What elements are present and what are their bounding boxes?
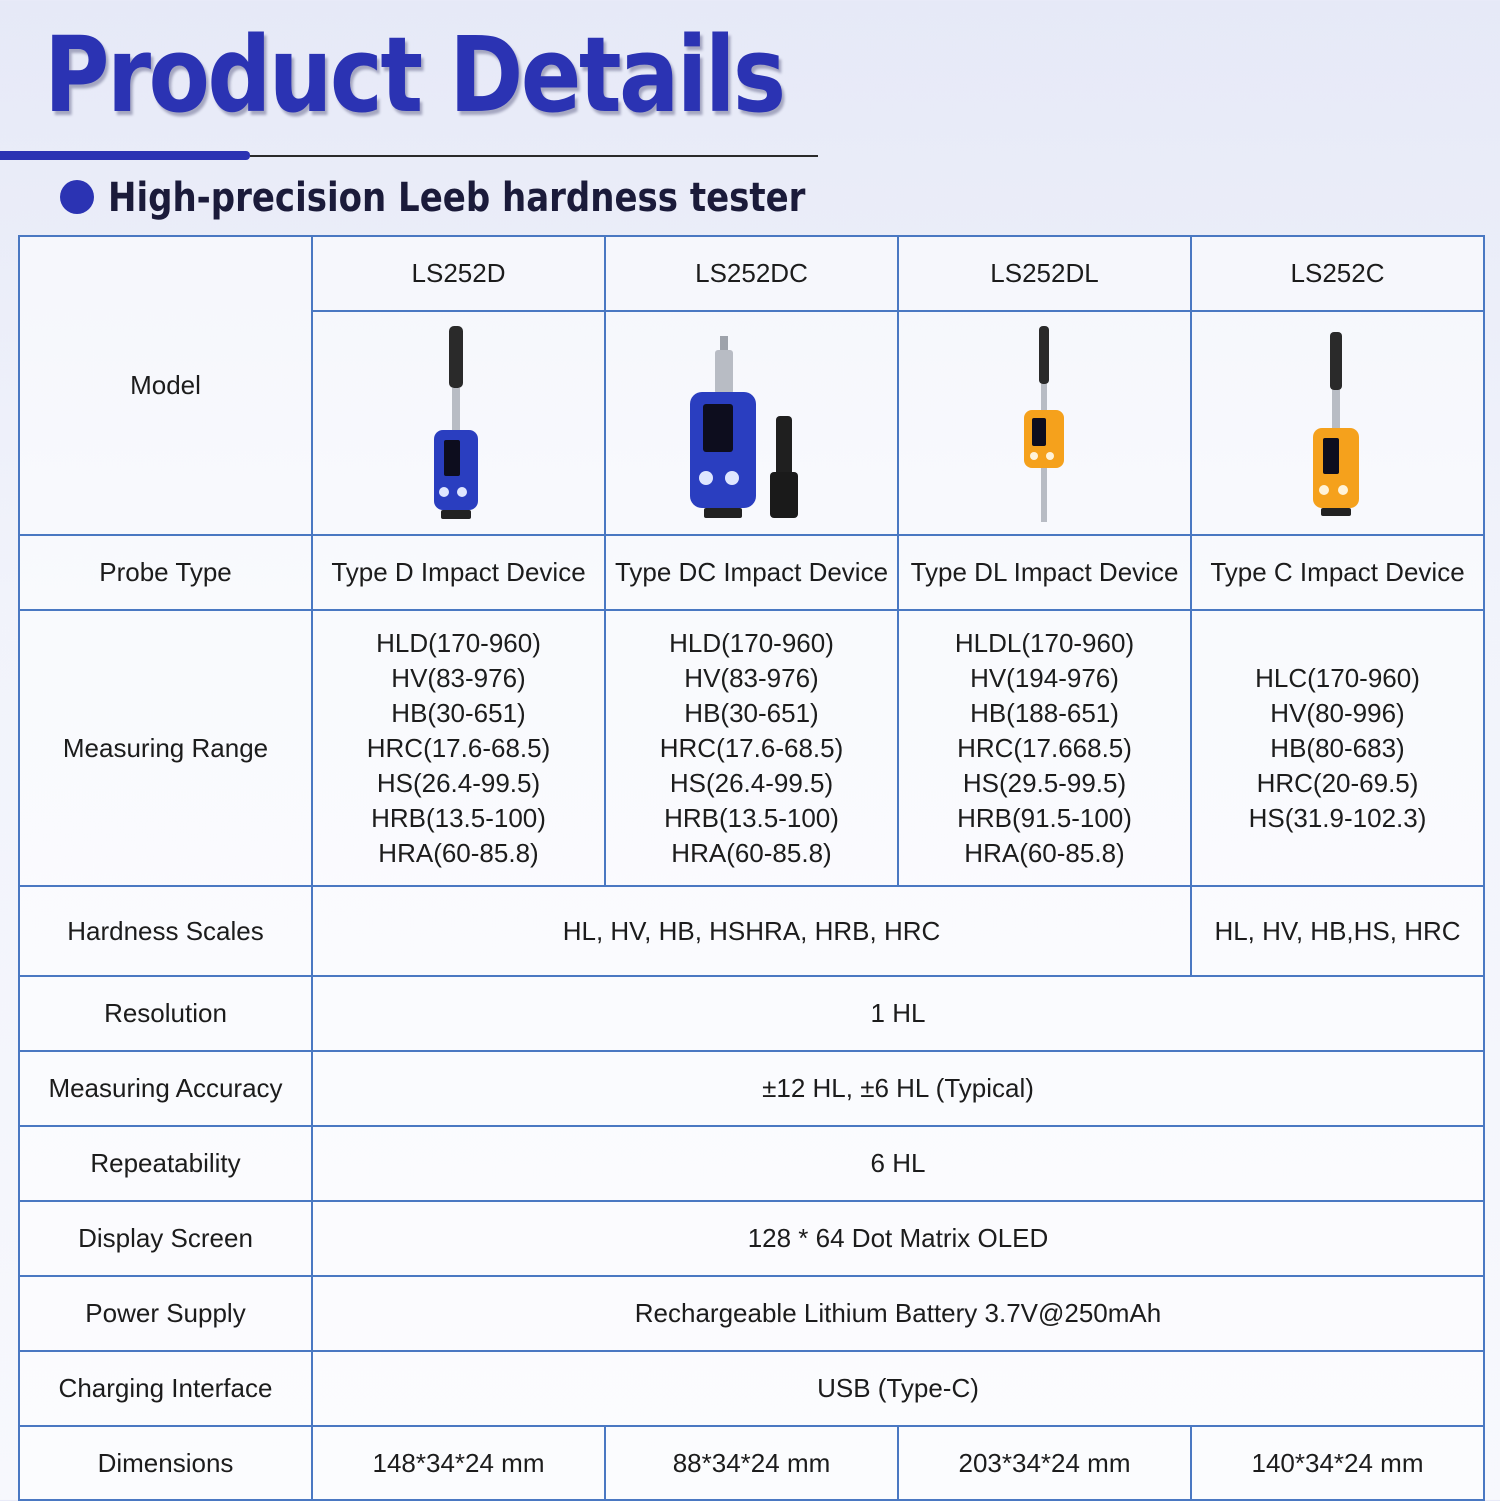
range-value: HLD(170-960) xyxy=(669,627,834,658)
bullet-dot-icon xyxy=(60,180,94,214)
model-name-cell: LS252DL xyxy=(898,236,1191,311)
row-label-power-supply: Power Supply xyxy=(19,1276,312,1351)
row-label-display-screen: Display Screen xyxy=(19,1201,312,1276)
range-value: HB(188-651) xyxy=(970,697,1119,728)
range-value: HLC(170-960) xyxy=(1255,662,1420,693)
model-name-cell: LS252DC xyxy=(605,236,898,311)
probe-type-cell: Type DL Impact Device xyxy=(898,535,1191,610)
model-name-cell: LS252D xyxy=(312,236,605,311)
range-value: HRA(60-85.8) xyxy=(964,837,1125,868)
page-title: Product Details xyxy=(44,14,784,136)
hardness-scales-d-cell: HL, HV, HB, HSHRA, HRB, HRC xyxy=(312,886,1191,976)
range-value: HV(83-976) xyxy=(684,662,819,693)
range-value: HRC(17.6-68.5) xyxy=(659,732,844,763)
range-value: HV(194-976) xyxy=(970,662,1119,693)
range-value: HRA(60-85.8) xyxy=(671,837,832,868)
table-row-power-supply xyxy=(19,1276,1484,1351)
title-underline-accent xyxy=(0,151,250,160)
model-name-cell: LS252C xyxy=(1191,236,1484,311)
range-value: HS(26.4-99.5) xyxy=(376,767,541,798)
range-value: HV(83-976) xyxy=(391,662,526,693)
range-cell xyxy=(312,610,605,886)
table-row-hardness-scales xyxy=(19,886,1484,976)
row-label-measuring-accuracy: Measuring Accuracy xyxy=(19,1051,312,1126)
dimensions-cell: 148*34*24 mm xyxy=(312,1426,605,1500)
range-cell xyxy=(605,610,898,886)
row-label-hardness-scales: Hardness Scales xyxy=(19,886,312,976)
range-value: HLDL(170-960) xyxy=(954,627,1135,658)
table-row-measuring-range xyxy=(19,610,1484,886)
probe-type-cell: Type D Impact Device xyxy=(312,535,605,610)
range-value: HRC(17.6-68.5) xyxy=(366,732,551,763)
range-value: HRB(91.5-100) xyxy=(957,802,1132,833)
measuring-accuracy-cell: ±12 HL, ±6 HL (Typical) xyxy=(312,1051,1484,1126)
model-image-cell xyxy=(1191,311,1484,535)
hardness-scales-c-cell: HL, HV, HB,HS, HRC xyxy=(1191,886,1484,976)
range-value: HRC(20-69.5) xyxy=(1256,767,1419,798)
range-value: HRA(60-85.8) xyxy=(378,837,539,868)
row-label-model: Model xyxy=(19,236,312,535)
model-image-cell xyxy=(605,311,898,535)
probe-ls252dc-image xyxy=(682,318,822,528)
row-label-dimensions: Dimensions xyxy=(19,1426,312,1500)
row-label-measuring-range: Measuring Range xyxy=(19,610,312,886)
spec-table xyxy=(18,235,1485,1501)
title-underline xyxy=(250,155,818,157)
repeatability-cell: 6 HL xyxy=(312,1126,1484,1201)
range-value: HRB(13.5-100) xyxy=(664,802,839,833)
table-row-measuring-accuracy xyxy=(19,1051,1484,1126)
range-value: HRC(17.668.5) xyxy=(957,732,1132,763)
dimensions-cell: 203*34*24 mm xyxy=(898,1426,1191,1500)
dimensions-cell: 140*34*24 mm xyxy=(1191,1426,1484,1500)
probe-ls252d-image xyxy=(414,318,504,528)
range-value: HV(80-996) xyxy=(1270,697,1405,728)
range-value: HRB(13.5-100) xyxy=(371,802,546,833)
model-image-cell xyxy=(312,311,605,535)
row-label-probe-type: Probe Type xyxy=(19,535,312,610)
range-value: HS(26.4-99.5) xyxy=(669,767,834,798)
row-label-resolution: Resolution xyxy=(19,976,312,1051)
row-label-charging-interface: Charging Interface xyxy=(19,1351,312,1426)
range-cell xyxy=(898,610,1191,886)
range-value: HLD(170-960) xyxy=(376,627,541,658)
power-supply-cell: Rechargeable Lithium Battery 3.7V@250mAh xyxy=(312,1276,1484,1351)
table-row-probe-type xyxy=(19,535,1484,610)
probe-type-cell: Type C Impact Device xyxy=(1191,535,1484,610)
table-row-charging-interface xyxy=(19,1351,1484,1426)
row-label-repeatability: Repeatability xyxy=(19,1126,312,1201)
probe-ls252c-image xyxy=(1293,318,1383,528)
range-value: HB(80-683) xyxy=(1270,732,1405,763)
range-value: HS(29.5-99.5) xyxy=(962,767,1127,798)
charging-interface-cell: USB (Type-C) xyxy=(312,1351,1484,1426)
page-subtitle: High-precision Leeb hardness tester xyxy=(108,175,806,221)
table-row-resolution xyxy=(19,976,1484,1051)
probe-type-cell: Type DC Impact Device xyxy=(605,535,898,610)
table-row-dimensions xyxy=(19,1426,1484,1500)
probe-ls252dl-image xyxy=(1000,318,1090,528)
table-row-repeatability xyxy=(19,1126,1484,1201)
range-cell xyxy=(1191,610,1484,886)
range-value: HB(30-651) xyxy=(684,697,819,728)
table-row-model-names xyxy=(19,236,1484,311)
dimensions-cell: 88*34*24 mm xyxy=(605,1426,898,1500)
range-value: HS(31.9-102.3) xyxy=(1248,802,1427,833)
model-image-cell xyxy=(898,311,1191,535)
display-screen-cell: 128 * 64 Dot Matrix OLED xyxy=(312,1201,1484,1276)
range-value: HB(30-651) xyxy=(391,697,526,728)
resolution-cell: 1 HL xyxy=(312,976,1484,1051)
table-row-display-screen xyxy=(19,1201,1484,1276)
